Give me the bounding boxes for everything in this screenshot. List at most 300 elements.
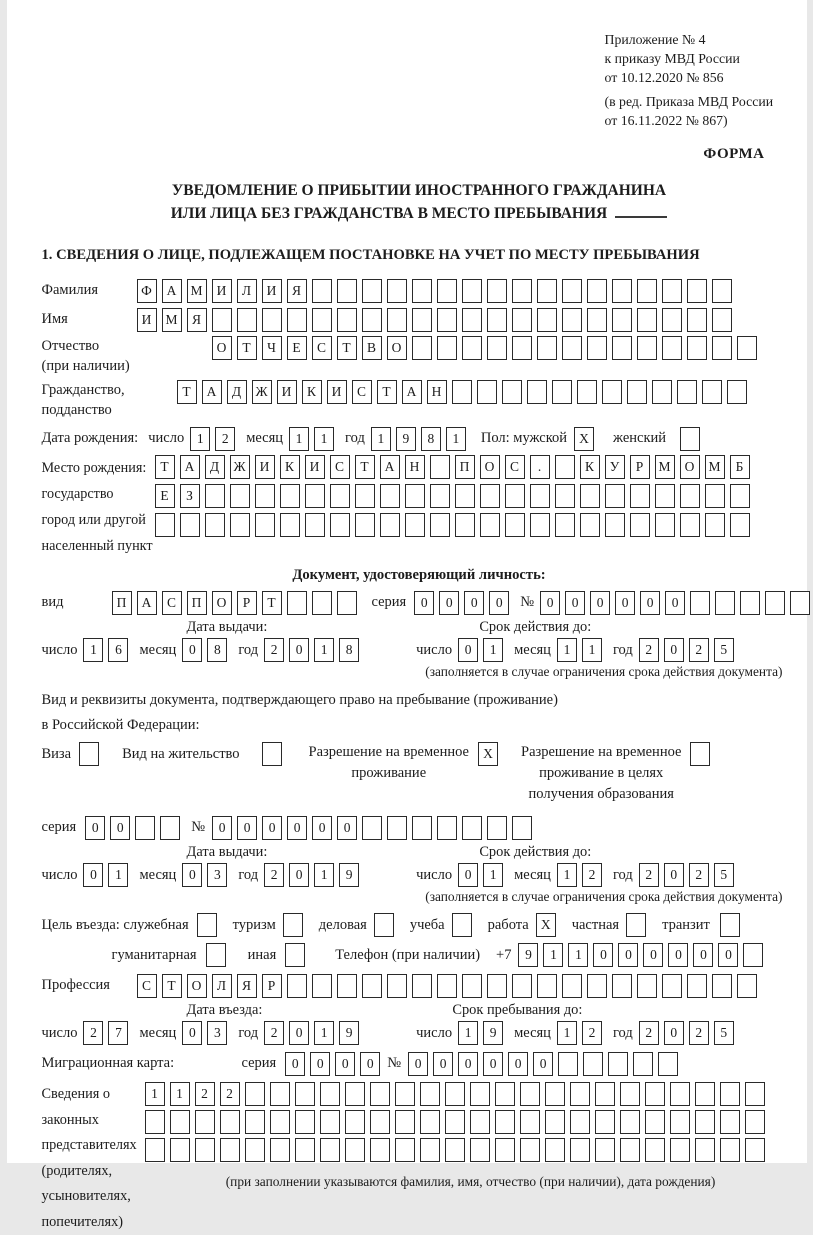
char-box[interactable]: 0 bbox=[439, 591, 459, 615]
char-box[interactable] bbox=[245, 1082, 265, 1106]
char-box[interactable]: 0 bbox=[360, 1052, 380, 1076]
char-box[interactable]: . bbox=[530, 455, 550, 479]
char-box[interactable] bbox=[255, 484, 275, 508]
char-box[interactable] bbox=[630, 513, 650, 537]
char-box[interactable] bbox=[502, 380, 522, 404]
char-box[interactable] bbox=[452, 913, 472, 937]
char-box[interactable] bbox=[420, 1138, 440, 1162]
char-box[interactable] bbox=[355, 513, 375, 537]
char-box[interactable] bbox=[135, 816, 155, 840]
char-box[interactable]: 2 bbox=[264, 1021, 284, 1045]
char-box[interactable] bbox=[170, 1110, 190, 1134]
char-box[interactable] bbox=[727, 380, 747, 404]
char-box[interactable] bbox=[345, 1138, 365, 1162]
char-box[interactable] bbox=[145, 1138, 165, 1162]
char-box[interactable]: 1 bbox=[458, 1021, 478, 1045]
char-box[interactable] bbox=[512, 974, 532, 998]
char-box[interactable] bbox=[283, 913, 303, 937]
char-box[interactable] bbox=[170, 1138, 190, 1162]
char-box[interactable]: 0 bbox=[590, 591, 610, 615]
char-box[interactable] bbox=[345, 1110, 365, 1134]
char-box[interactable] bbox=[620, 1082, 640, 1106]
char-box[interactable]: 0 bbox=[212, 816, 232, 840]
char-box[interactable] bbox=[312, 974, 332, 998]
char-box[interactable] bbox=[437, 279, 457, 303]
char-box[interactable] bbox=[320, 1110, 340, 1134]
char-box[interactable] bbox=[145, 1110, 165, 1134]
char-box[interactable] bbox=[370, 1110, 390, 1134]
char-box[interactable] bbox=[512, 279, 532, 303]
char-box[interactable] bbox=[270, 1110, 290, 1134]
char-box[interactable]: А bbox=[162, 279, 182, 303]
char-box[interactable]: Ж bbox=[252, 380, 272, 404]
char-box[interactable]: 0 bbox=[593, 943, 613, 967]
char-box[interactable] bbox=[712, 308, 732, 332]
char-box[interactable] bbox=[687, 336, 707, 360]
char-box[interactable] bbox=[702, 380, 722, 404]
char-box[interactable] bbox=[287, 974, 307, 998]
char-box[interactable] bbox=[595, 1082, 615, 1106]
char-box[interactable]: 0 bbox=[83, 863, 103, 887]
char-box[interactable] bbox=[680, 513, 700, 537]
char-box[interactable]: О bbox=[212, 336, 232, 360]
char-box[interactable] bbox=[670, 1082, 690, 1106]
char-box[interactable]: Т bbox=[162, 974, 182, 998]
char-box[interactable]: К bbox=[302, 380, 322, 404]
char-box[interactable] bbox=[645, 1138, 665, 1162]
char-box[interactable] bbox=[412, 974, 432, 998]
char-box[interactable] bbox=[387, 974, 407, 998]
char-box[interactable] bbox=[626, 913, 646, 937]
char-box[interactable] bbox=[395, 1082, 415, 1106]
char-box[interactable]: Т bbox=[377, 380, 397, 404]
char-box[interactable] bbox=[437, 308, 457, 332]
char-box[interactable]: 5 bbox=[714, 863, 734, 887]
char-box[interactable] bbox=[430, 513, 450, 537]
char-box[interactable] bbox=[730, 513, 750, 537]
char-box[interactable]: Р bbox=[630, 455, 650, 479]
char-box[interactable] bbox=[562, 336, 582, 360]
char-box[interactable]: 3 bbox=[207, 1021, 227, 1045]
char-box[interactable]: 0 bbox=[289, 1021, 309, 1045]
char-box[interactable] bbox=[470, 1082, 490, 1106]
char-box[interactable] bbox=[612, 308, 632, 332]
char-box[interactable] bbox=[412, 308, 432, 332]
char-box[interactable] bbox=[462, 974, 482, 998]
char-box[interactable] bbox=[562, 974, 582, 998]
char-box[interactable] bbox=[420, 1110, 440, 1134]
char-box[interactable] bbox=[445, 1138, 465, 1162]
char-box[interactable]: А bbox=[380, 455, 400, 479]
char-box[interactable]: Д bbox=[205, 455, 225, 479]
char-box[interactable] bbox=[480, 484, 500, 508]
char-box[interactable] bbox=[470, 1110, 490, 1134]
char-box[interactable] bbox=[545, 1138, 565, 1162]
char-box[interactable] bbox=[743, 943, 763, 967]
char-box[interactable] bbox=[79, 742, 99, 766]
char-box[interactable]: Н bbox=[405, 455, 425, 479]
char-box[interactable]: Ж bbox=[230, 455, 250, 479]
char-box[interactable] bbox=[737, 336, 757, 360]
char-box[interactable]: 0 bbox=[289, 863, 309, 887]
char-box[interactable]: 1 bbox=[371, 427, 391, 451]
char-box[interactable] bbox=[633, 1052, 653, 1076]
char-box[interactable]: 2 bbox=[83, 1021, 103, 1045]
char-box[interactable] bbox=[605, 484, 625, 508]
char-box[interactable] bbox=[587, 279, 607, 303]
char-box[interactable] bbox=[587, 974, 607, 998]
char-box[interactable] bbox=[720, 1082, 740, 1106]
char-box[interactable] bbox=[602, 380, 622, 404]
char-box[interactable]: 0 bbox=[433, 1052, 453, 1076]
char-box[interactable] bbox=[537, 308, 557, 332]
char-box[interactable]: 9 bbox=[483, 1021, 503, 1045]
char-box[interactable] bbox=[645, 1082, 665, 1106]
char-box[interactable]: 1 bbox=[314, 427, 334, 451]
char-box[interactable]: Е bbox=[287, 336, 307, 360]
char-box[interactable] bbox=[545, 1110, 565, 1134]
char-box[interactable]: Н bbox=[427, 380, 447, 404]
char-box[interactable]: 2 bbox=[582, 863, 602, 887]
char-box[interactable] bbox=[370, 1082, 390, 1106]
char-box[interactable]: 5 bbox=[714, 1021, 734, 1045]
char-box[interactable] bbox=[570, 1138, 590, 1162]
char-box[interactable] bbox=[355, 484, 375, 508]
char-box[interactable] bbox=[512, 336, 532, 360]
char-box[interactable]: 0 bbox=[182, 1021, 202, 1045]
char-box[interactable]: С bbox=[505, 455, 525, 479]
char-box[interactable] bbox=[287, 591, 307, 615]
char-box[interactable] bbox=[687, 308, 707, 332]
char-box[interactable] bbox=[740, 591, 760, 615]
char-box[interactable] bbox=[527, 380, 547, 404]
char-box[interactable] bbox=[320, 1082, 340, 1106]
char-box[interactable] bbox=[605, 513, 625, 537]
char-box[interactable]: У bbox=[605, 455, 625, 479]
char-box[interactable] bbox=[362, 816, 382, 840]
char-box[interactable] bbox=[160, 816, 180, 840]
char-box[interactable]: 1 bbox=[446, 427, 466, 451]
char-box[interactable]: 3 bbox=[207, 863, 227, 887]
char-box[interactable]: 1 bbox=[83, 638, 103, 662]
char-box[interactable] bbox=[655, 484, 675, 508]
char-box[interactable] bbox=[320, 1138, 340, 1162]
char-box[interactable] bbox=[305, 513, 325, 537]
char-box[interactable] bbox=[337, 591, 357, 615]
char-box[interactable] bbox=[180, 513, 200, 537]
char-box[interactable]: 0 bbox=[182, 863, 202, 887]
char-box[interactable] bbox=[205, 513, 225, 537]
char-box[interactable] bbox=[587, 308, 607, 332]
char-box[interactable] bbox=[577, 380, 597, 404]
char-box[interactable] bbox=[374, 913, 394, 937]
char-box[interactable] bbox=[312, 308, 332, 332]
char-box[interactable]: Т bbox=[237, 336, 257, 360]
char-box[interactable] bbox=[370, 1138, 390, 1162]
char-box[interactable] bbox=[495, 1138, 515, 1162]
char-box[interactable] bbox=[455, 484, 475, 508]
char-box[interactable] bbox=[480, 513, 500, 537]
char-box[interactable]: 1 bbox=[582, 638, 602, 662]
char-box[interactable]: А bbox=[180, 455, 200, 479]
char-box[interactable]: X bbox=[536, 913, 556, 937]
char-box[interactable] bbox=[437, 974, 457, 998]
char-box[interactable] bbox=[387, 279, 407, 303]
char-box[interactable] bbox=[345, 1082, 365, 1106]
char-box[interactable]: А bbox=[137, 591, 157, 615]
char-box[interactable] bbox=[608, 1052, 628, 1076]
char-box[interactable] bbox=[412, 279, 432, 303]
char-box[interactable]: 1 bbox=[170, 1082, 190, 1106]
char-box[interactable] bbox=[695, 1138, 715, 1162]
char-box[interactable] bbox=[570, 1110, 590, 1134]
char-box[interactable] bbox=[487, 336, 507, 360]
char-box[interactable]: 1 bbox=[557, 638, 577, 662]
char-box[interactable]: 0 bbox=[718, 943, 738, 967]
char-box[interactable]: 6 bbox=[108, 638, 128, 662]
char-box[interactable] bbox=[677, 380, 697, 404]
char-box[interactable]: О bbox=[387, 336, 407, 360]
char-box[interactable]: А bbox=[402, 380, 422, 404]
char-box[interactable] bbox=[612, 974, 632, 998]
char-box[interactable] bbox=[237, 308, 257, 332]
char-box[interactable] bbox=[637, 974, 657, 998]
char-box[interactable]: 0 bbox=[287, 816, 307, 840]
char-box[interactable]: 0 bbox=[533, 1052, 553, 1076]
char-box[interactable] bbox=[312, 279, 332, 303]
char-box[interactable] bbox=[730, 484, 750, 508]
char-box[interactable] bbox=[690, 742, 710, 766]
char-box[interactable]: 0 bbox=[337, 816, 357, 840]
char-box[interactable]: Т bbox=[355, 455, 375, 479]
char-box[interactable] bbox=[612, 336, 632, 360]
char-box[interactable]: 8 bbox=[339, 638, 359, 662]
char-box[interactable]: 0 bbox=[458, 638, 478, 662]
char-box[interactable] bbox=[245, 1110, 265, 1134]
char-box[interactable] bbox=[680, 484, 700, 508]
char-box[interactable]: О bbox=[212, 591, 232, 615]
char-box[interactable] bbox=[537, 336, 557, 360]
char-box[interactable] bbox=[587, 336, 607, 360]
char-box[interactable]: 1 bbox=[483, 863, 503, 887]
char-box[interactable] bbox=[512, 816, 532, 840]
char-box[interactable] bbox=[737, 974, 757, 998]
char-box[interactable] bbox=[580, 484, 600, 508]
char-box[interactable] bbox=[505, 513, 525, 537]
char-box[interactable]: 5 bbox=[714, 638, 734, 662]
char-box[interactable]: 1 bbox=[108, 863, 128, 887]
char-box[interactable] bbox=[212, 308, 232, 332]
char-box[interactable] bbox=[695, 1110, 715, 1134]
char-box[interactable] bbox=[445, 1082, 465, 1106]
char-box[interactable] bbox=[206, 943, 226, 967]
char-box[interactable] bbox=[380, 513, 400, 537]
char-box[interactable]: 2 bbox=[264, 863, 284, 887]
char-box[interactable]: Р bbox=[237, 591, 257, 615]
char-box[interactable]: О bbox=[480, 455, 500, 479]
char-box[interactable]: И bbox=[255, 455, 275, 479]
char-box[interactable] bbox=[715, 591, 735, 615]
char-box[interactable] bbox=[520, 1110, 540, 1134]
char-box[interactable]: 1 bbox=[190, 427, 210, 451]
char-box[interactable] bbox=[662, 279, 682, 303]
char-box[interactable] bbox=[537, 974, 557, 998]
char-box[interactable] bbox=[495, 1110, 515, 1134]
char-box[interactable]: 2 bbox=[195, 1082, 215, 1106]
char-box[interactable] bbox=[655, 513, 675, 537]
char-box[interactable] bbox=[530, 484, 550, 508]
char-box[interactable] bbox=[220, 1138, 240, 1162]
char-box[interactable]: С bbox=[312, 336, 332, 360]
char-box[interactable]: 0 bbox=[182, 638, 202, 662]
char-box[interactable] bbox=[295, 1138, 315, 1162]
char-box[interactable] bbox=[195, 1138, 215, 1162]
char-box[interactable] bbox=[395, 1110, 415, 1134]
char-box[interactable] bbox=[205, 484, 225, 508]
char-box[interactable] bbox=[595, 1138, 615, 1162]
char-box[interactable] bbox=[455, 513, 475, 537]
char-box[interactable]: 1 bbox=[314, 863, 334, 887]
char-box[interactable]: 9 bbox=[339, 863, 359, 887]
char-box[interactable] bbox=[387, 308, 407, 332]
char-box[interactable] bbox=[652, 380, 672, 404]
char-box[interactable] bbox=[670, 1110, 690, 1134]
char-box[interactable]: 0 bbox=[668, 943, 688, 967]
char-box[interactable] bbox=[562, 279, 582, 303]
char-box[interactable]: 9 bbox=[396, 427, 416, 451]
char-box[interactable] bbox=[362, 279, 382, 303]
char-box[interactable] bbox=[658, 1052, 678, 1076]
char-box[interactable]: А bbox=[202, 380, 222, 404]
char-box[interactable] bbox=[362, 974, 382, 998]
char-box[interactable] bbox=[195, 1110, 215, 1134]
char-box[interactable]: 2 bbox=[220, 1082, 240, 1106]
char-box[interactable] bbox=[555, 484, 575, 508]
char-box[interactable] bbox=[280, 513, 300, 537]
char-box[interactable]: И bbox=[277, 380, 297, 404]
char-box[interactable]: Т bbox=[155, 455, 175, 479]
char-box[interactable] bbox=[745, 1110, 765, 1134]
char-box[interactable]: М bbox=[655, 455, 675, 479]
char-box[interactable]: 0 bbox=[643, 943, 663, 967]
char-box[interactable]: Д bbox=[227, 380, 247, 404]
char-box[interactable] bbox=[330, 513, 350, 537]
char-box[interactable]: Я bbox=[287, 279, 307, 303]
char-box[interactable]: М bbox=[705, 455, 725, 479]
char-box[interactable]: 0 bbox=[458, 863, 478, 887]
char-box[interactable]: 0 bbox=[237, 816, 257, 840]
char-box[interactable]: 0 bbox=[483, 1052, 503, 1076]
char-box[interactable]: 0 bbox=[693, 943, 713, 967]
char-box[interactable]: 0 bbox=[615, 591, 635, 615]
char-box[interactable]: 0 bbox=[85, 816, 105, 840]
char-box[interactable] bbox=[637, 308, 657, 332]
char-box[interactable] bbox=[712, 279, 732, 303]
char-box[interactable] bbox=[720, 1110, 740, 1134]
char-box[interactable] bbox=[680, 427, 700, 451]
char-box[interactable] bbox=[477, 380, 497, 404]
char-box[interactable] bbox=[570, 1082, 590, 1106]
char-box[interactable]: 1 bbox=[314, 638, 334, 662]
char-box[interactable] bbox=[745, 1138, 765, 1162]
char-box[interactable]: 1 bbox=[314, 1021, 334, 1045]
char-box[interactable]: И bbox=[137, 308, 157, 332]
char-box[interactable] bbox=[558, 1052, 578, 1076]
char-box[interactable]: О bbox=[187, 974, 207, 998]
char-box[interactable] bbox=[362, 308, 382, 332]
char-box[interactable] bbox=[670, 1138, 690, 1162]
char-box[interactable] bbox=[462, 279, 482, 303]
char-box[interactable]: Ч bbox=[262, 336, 282, 360]
char-box[interactable] bbox=[262, 308, 282, 332]
char-box[interactable] bbox=[662, 308, 682, 332]
char-box[interactable]: К bbox=[280, 455, 300, 479]
char-box[interactable] bbox=[387, 816, 407, 840]
char-box[interactable]: 0 bbox=[312, 816, 332, 840]
char-box[interactable]: 0 bbox=[665, 591, 685, 615]
char-box[interactable] bbox=[337, 279, 357, 303]
char-box[interactable] bbox=[620, 1138, 640, 1162]
char-box[interactable] bbox=[552, 380, 572, 404]
char-box[interactable]: С bbox=[352, 380, 372, 404]
char-box[interactable] bbox=[405, 513, 425, 537]
char-box[interactable] bbox=[462, 308, 482, 332]
char-box[interactable] bbox=[437, 336, 457, 360]
char-box[interactable]: 0 bbox=[408, 1052, 428, 1076]
char-box[interactable] bbox=[487, 308, 507, 332]
char-box[interactable]: 0 bbox=[508, 1052, 528, 1076]
char-box[interactable] bbox=[285, 943, 305, 967]
char-box[interactable] bbox=[270, 1082, 290, 1106]
char-box[interactable]: 2 bbox=[639, 638, 659, 662]
char-box[interactable]: 8 bbox=[421, 427, 441, 451]
char-box[interactable]: 0 bbox=[414, 591, 434, 615]
char-box[interactable]: 2 bbox=[689, 863, 709, 887]
char-box[interactable]: 0 bbox=[110, 816, 130, 840]
char-box[interactable] bbox=[495, 1082, 515, 1106]
char-box[interactable] bbox=[520, 1082, 540, 1106]
char-box[interactable]: 1 bbox=[557, 863, 577, 887]
char-box[interactable]: 7 bbox=[108, 1021, 128, 1045]
char-box[interactable]: П bbox=[187, 591, 207, 615]
char-box[interactable] bbox=[197, 913, 217, 937]
char-box[interactable] bbox=[637, 336, 657, 360]
char-box[interactable]: X bbox=[574, 427, 594, 451]
char-box[interactable]: П bbox=[455, 455, 475, 479]
char-box[interactable]: 9 bbox=[339, 1021, 359, 1045]
char-box[interactable] bbox=[580, 513, 600, 537]
char-box[interactable] bbox=[395, 1138, 415, 1162]
char-box[interactable]: Б bbox=[730, 455, 750, 479]
char-box[interactable]: 0 bbox=[565, 591, 585, 615]
char-box[interactable] bbox=[445, 1110, 465, 1134]
char-box[interactable] bbox=[245, 1138, 265, 1162]
char-box[interactable]: 0 bbox=[262, 816, 282, 840]
char-box[interactable] bbox=[562, 308, 582, 332]
char-box[interactable] bbox=[470, 1138, 490, 1162]
char-box[interactable]: В bbox=[362, 336, 382, 360]
char-box[interactable] bbox=[612, 279, 632, 303]
char-box[interactable]: 9 bbox=[518, 943, 538, 967]
char-box[interactable]: Л bbox=[212, 974, 232, 998]
char-box[interactable]: 1 bbox=[568, 943, 588, 967]
char-box[interactable]: 0 bbox=[464, 591, 484, 615]
char-box[interactable] bbox=[295, 1082, 315, 1106]
char-box[interactable] bbox=[430, 455, 450, 479]
char-box[interactable] bbox=[637, 279, 657, 303]
char-box[interactable]: С bbox=[137, 974, 157, 998]
char-box[interactable] bbox=[487, 816, 507, 840]
